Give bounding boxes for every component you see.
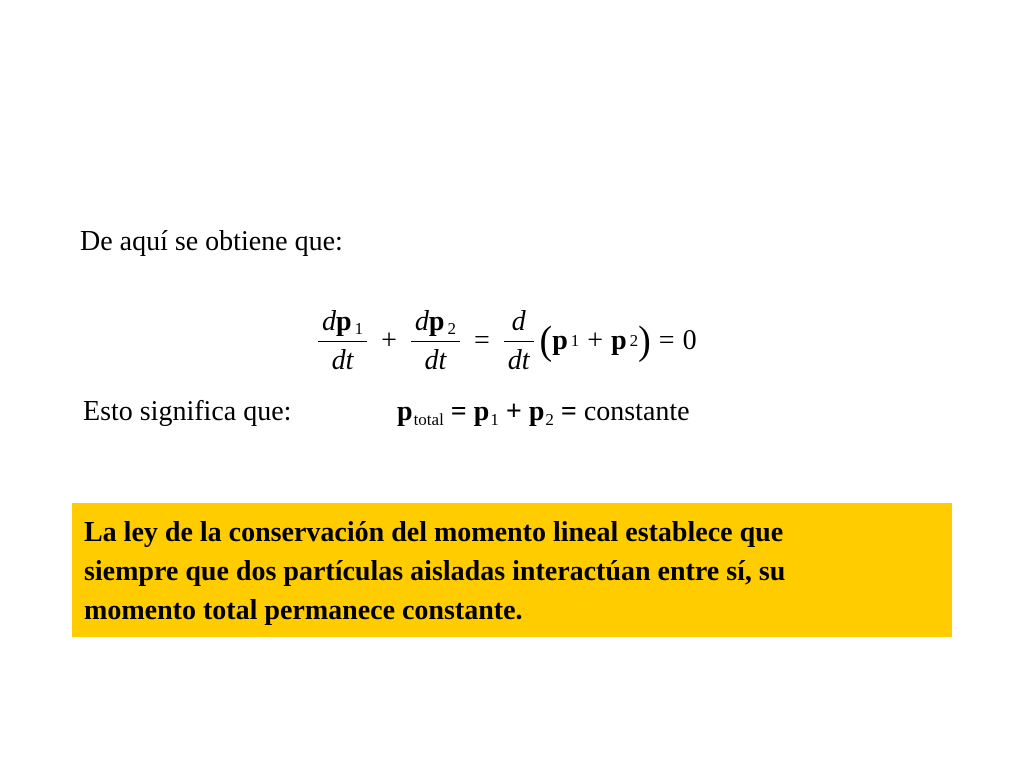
p-symbol: p — [428, 305, 445, 337]
d-symbol: d — [511, 305, 526, 337]
sum-group — [539, 318, 651, 364]
constant-word: constante — [583, 396, 690, 427]
meaning-label: Esto significa que: — [83, 396, 292, 427]
plus-operator: + — [381, 325, 397, 356]
subscript-1: 1 — [490, 410, 499, 429]
equals-operator: = — [560, 396, 577, 427]
zero-value: 0 — [682, 325, 697, 356]
p-total-symbol: p — [397, 396, 413, 427]
plus-operator: + — [505, 396, 522, 427]
conservation-law-line-2: siempre que dos partículas aisladas interactúan entre sí, su — [84, 556, 786, 587]
equals-operator: = — [450, 396, 467, 427]
right-parenthesis: ) — [638, 318, 651, 364]
left-parenthesis: ( — [539, 318, 553, 364]
p1-symbol: p — [473, 396, 490, 427]
dt-symbol: dt — [331, 344, 354, 376]
subscript-2: 2 — [545, 410, 554, 429]
p-symbol: p — [552, 325, 568, 356]
subscript-2: 2 — [629, 331, 639, 350]
subscript-total: total — [413, 410, 444, 429]
p-symbol: p — [336, 305, 352, 337]
subscript-1: 1 — [354, 318, 364, 338]
p-symbol: p — [611, 325, 627, 356]
equals-operator: = — [658, 325, 675, 356]
conservation-law-line-1: La ley de la conservación del momento lineal establece que — [84, 517, 784, 548]
total-momentum-formula — [397, 394, 690, 438]
subscript-1: 1 — [570, 331, 580, 350]
equals-operator: = — [473, 325, 490, 356]
fraction-dp2-dt — [411, 303, 460, 380]
fraction-d-dt — [504, 303, 534, 380]
conservation-law-box — [72, 503, 952, 637]
intro-text: De aquí se obtiene que: — [80, 226, 343, 257]
conservation-law-line-3: momento total permanece constante. — [84, 595, 523, 626]
plus-operator: + — [587, 325, 604, 356]
d-symbol: d — [322, 305, 336, 337]
subscript-2: 2 — [447, 318, 456, 338]
p2-symbol: p — [528, 396, 545, 427]
dt-symbol: dt — [424, 344, 447, 376]
d-symbol: d — [414, 305, 429, 337]
momentum-derivative-equation — [312, 296, 697, 386]
dt-symbol: dt — [507, 344, 530, 376]
fraction-dp1-dt — [318, 303, 367, 380]
